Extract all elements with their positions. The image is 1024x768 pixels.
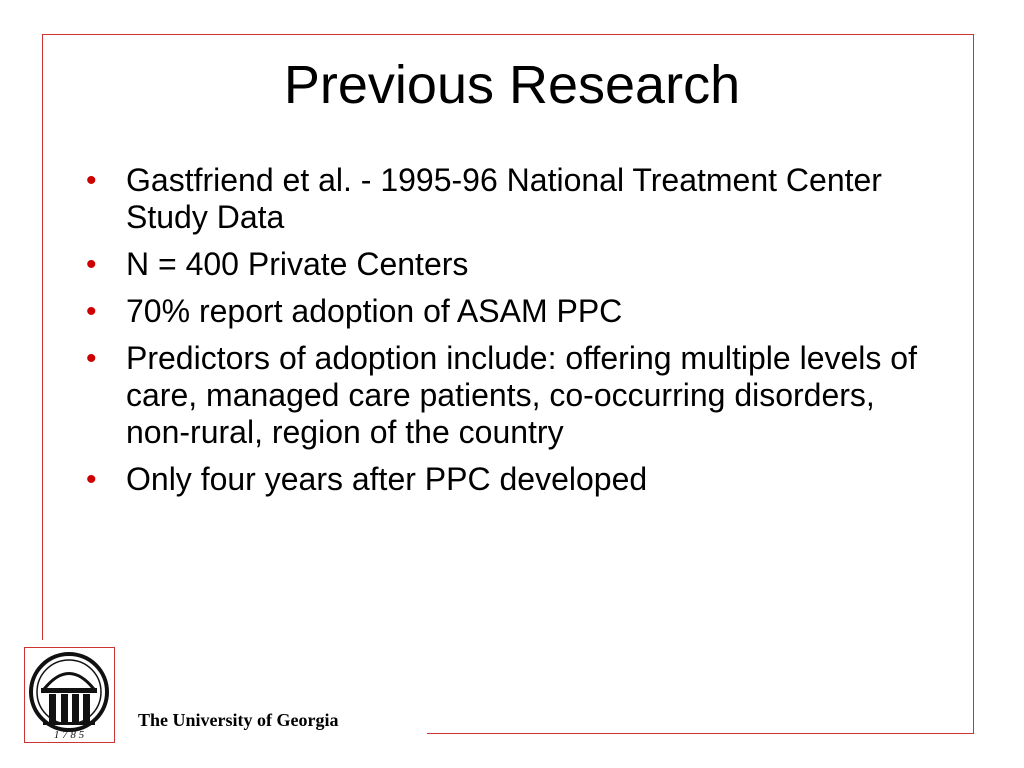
university-seal [24, 647, 115, 743]
bullet-marker: • [86, 248, 97, 281]
bullet-text: Gastfriend et al. - 1995-96 National Treatment Center Study Data [126, 162, 882, 235]
bullet-list [82, 162, 942, 508]
university-name: The University of Georgia [138, 710, 339, 730]
frame-bottom-border [427, 733, 974, 734]
bullet-item [82, 461, 942, 498]
arch-columns-icon [25, 648, 114, 742]
slide-title: Previous Research [283, 55, 741, 115]
bullet-text: Predictors of adoption include: offering multiple levels of care, managed care patients, co-occurring disorders, non-rural, region of the country [126, 340, 917, 450]
bullet-marker: • [86, 342, 97, 375]
bullet-item [82, 293, 942, 330]
bullet-marker: • [86, 295, 97, 328]
bullet-text: N = 400 Private Centers [126, 246, 469, 282]
bullet-marker: • [86, 463, 97, 496]
frame-right-border [973, 34, 974, 734]
bullet-item [82, 162, 942, 236]
bullet-item [82, 246, 942, 283]
frame-left-border [42, 34, 43, 640]
bullet-item [82, 340, 942, 451]
seal-year: 1 7 8 5 [53, 729, 85, 741]
bullet-text: Only four years after PPC developed [126, 461, 648, 497]
frame-top-border [42, 34, 974, 35]
bullet-text: 70% report adoption of ASAM PPC [126, 293, 623, 329]
bullet-marker: • [86, 164, 97, 197]
